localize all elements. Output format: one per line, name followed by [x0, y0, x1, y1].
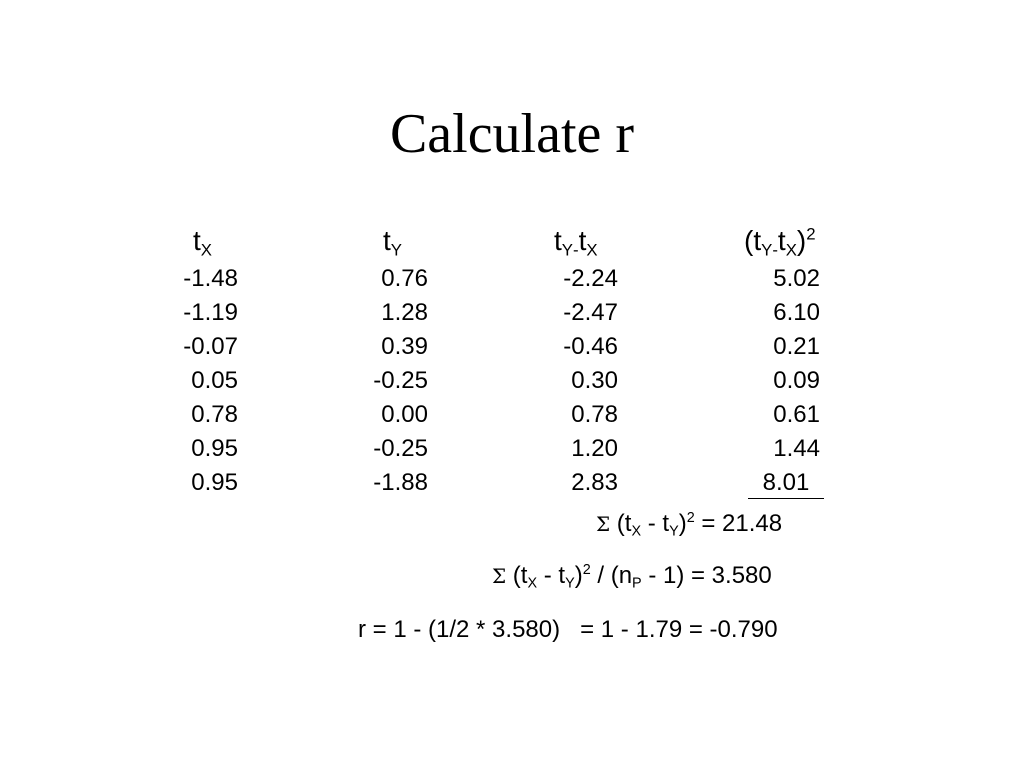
cell-squared: 0.21 [773, 333, 820, 360]
cell-ty: 0.76 [381, 265, 428, 292]
header-squared-difference [744, 224, 816, 258]
cell-tx: 0.95 [191, 435, 238, 462]
formula-sup: 2 [582, 562, 591, 579]
formula-sub: P [632, 575, 642, 592]
sigma-symbol: Σ [596, 512, 611, 536]
header-difference [554, 224, 598, 258]
header-diff-sub1: Y [561, 240, 573, 260]
header-sq-sup: 2 [806, 224, 816, 244]
cell-tx: 0.05 [191, 367, 238, 394]
cell-ty: -0.25 [373, 367, 428, 394]
cell-ty: 0.00 [381, 401, 428, 428]
cell-difference: -0.46 [563, 333, 618, 360]
r-formula [358, 614, 778, 646]
header-tx-base: t [193, 225, 201, 256]
header-sq-sub2: X [785, 240, 797, 260]
header-sq-dash: - [772, 240, 778, 260]
header-sq-close: ) [796, 225, 807, 256]
header-diff-base2: t [578, 225, 587, 256]
cell-difference: 1.20 [571, 435, 618, 462]
cell-difference: -2.24 [563, 265, 618, 292]
header-ty-base: t [383, 225, 391, 256]
r-formula-left: r = 1 - (1/2 * 3.580) [358, 616, 561, 643]
header-tx-sub: X [200, 240, 212, 260]
cell-squared: 6.10 [773, 299, 820, 326]
cell-difference: -2.47 [563, 299, 618, 326]
cell-ty: 0.39 [381, 333, 428, 360]
slide-title: Calculate r [389, 103, 635, 165]
cell-squared: 5.02 [773, 265, 820, 292]
cell-squared: 0.61 [773, 401, 820, 428]
formula-sup: 2 [686, 510, 695, 527]
formula-text: (t [506, 562, 528, 589]
mean-square-formula [492, 560, 772, 592]
formula-sub: X [527, 575, 538, 592]
cell-squared: 1.44 [773, 435, 820, 462]
formula-sub: Y [669, 523, 679, 540]
header-ty [383, 224, 402, 258]
cell-tx: -1.48 [183, 265, 238, 292]
formula-result: = 21.48 [694, 510, 783, 537]
header-diff-base1: t [554, 225, 562, 256]
cell-tx: -0.07 [183, 333, 238, 360]
column-difference [528, 262, 618, 500]
column-tx [148, 262, 238, 500]
cell-squared-last-row [730, 466, 820, 500]
header-sq-open: (t [744, 225, 762, 256]
cell-tx: 0.95 [191, 469, 238, 496]
column-squared-difference [730, 262, 820, 500]
formula-text: (t [610, 510, 632, 537]
r-formula-right: = 1 - 1.79 = -0.790 [580, 616, 778, 643]
sigma-symbol: Σ [492, 564, 507, 588]
cell-tx: 0.78 [191, 401, 238, 428]
header-tx [193, 224, 212, 258]
formula-result: - 1) = 3.580 [641, 562, 772, 589]
cell-ty: -1.88 [373, 469, 428, 496]
formula-text: ) [678, 510, 687, 537]
formula-text: ) [574, 562, 583, 589]
header-sq-base2: t [777, 225, 786, 256]
formula-sub: Y [565, 575, 575, 592]
cell-difference: 0.30 [571, 367, 618, 394]
header-diff-sub2: X [586, 240, 598, 260]
cell-ty: -0.25 [373, 435, 428, 462]
column-ty [338, 262, 428, 500]
cell-squared: 0.09 [773, 367, 820, 394]
cell-ty: 1.28 [381, 299, 428, 326]
formula-sub: X [631, 523, 642, 540]
formula-text: - t [641, 510, 670, 537]
cell-tx: -1.19 [183, 299, 238, 326]
cell-difference: 0.78 [571, 401, 618, 428]
header-sq-sub1: Y [761, 240, 773, 260]
header-ty-sub: Y [390, 240, 402, 260]
formula-text: - t [537, 562, 566, 589]
cell-squared-underlined: 8.01 [748, 468, 824, 499]
header-diff-dash: - [572, 240, 579, 260]
cell-difference: 2.83 [571, 469, 618, 496]
formula-text: / (n [590, 562, 633, 589]
sum-of-squares-formula [596, 508, 782, 540]
